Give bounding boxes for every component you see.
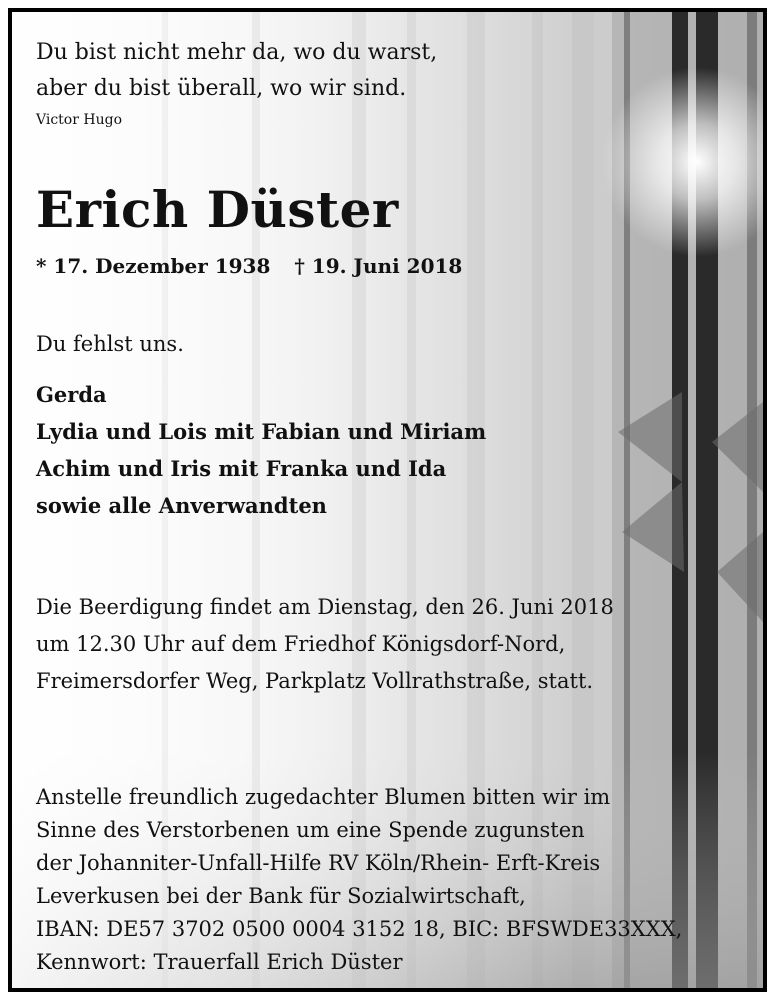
donation-line-2: Sinne des Verstorbenen um eine Spende zugunsten [36,818,585,842]
obituary-notice [8,8,767,992]
family-line-1: Gerda [36,382,107,407]
family-line-2: Lydia und Lois mit Fabian und Miriam [36,419,487,444]
quote-line-1: Du bist nicht mehr da, wo du warst, [36,40,438,65]
birth-date: * 17. Dezember 1938 [36,254,271,278]
deceased-name: Erich Düster [36,180,399,239]
life-dates [36,254,462,278]
donation-line-4: Leverkusen bei der Bank für Sozialwirtschaft, [36,884,526,908]
quote-author: Victor Hugo [36,112,122,128]
donation-line-1: Anstelle freundlich zugedachter Blumen bitten wir im [36,785,611,809]
funeral-line-3: Freimersdorfer Weg, Parkplatz Vollrathstraße, statt. [36,669,594,693]
funeral-line-1: Die Beerdigung findet am Dienstag, den 26. Juni 2018 [36,595,614,619]
quote-line-2: aber du bist überall, wo wir sind. [36,76,407,101]
donation-line-6: Kennwort: Trauerfall Erich Düster [36,950,403,974]
donation-line-5: IBAN: DE57 3702 0500 0004 3152 18, BIC: BFSWDE33XXX, [36,917,683,941]
notice-text [12,12,763,988]
message: Du fehlst uns. [36,332,184,356]
family-line-3: Achim und Iris mit Franka und Ida [36,456,447,481]
death-date: † 19. Juni 2018 [294,254,463,278]
funeral-line-2: um 12.30 Uhr auf dem Friedhof Königsdorf-Nord, [36,632,566,656]
family-line-4: sowie alle Anverwandten [36,493,327,518]
donation-line-3: der Johanniter-Unfall-Hilfe RV Köln/Rhein- Erft-Kreis [36,851,601,875]
